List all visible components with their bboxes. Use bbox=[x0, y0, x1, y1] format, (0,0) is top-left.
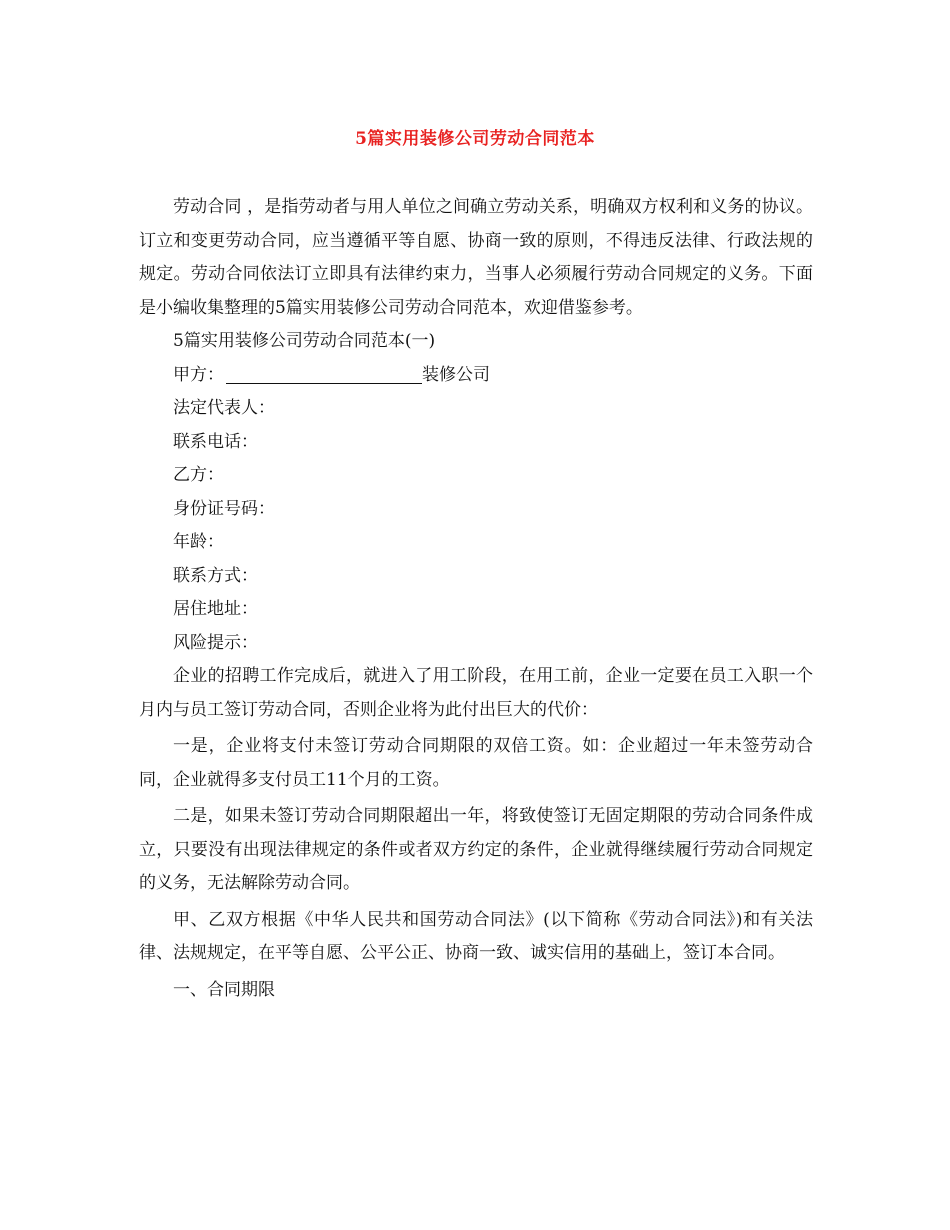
party-a-line bbox=[139, 359, 813, 393]
age-field: 年龄： bbox=[173, 532, 224, 552]
section-heading: 5篇实用装修公司劳动合同范本(一) bbox=[173, 331, 436, 351]
party-a-label: 甲方： bbox=[173, 364, 224, 385]
party-a-blank bbox=[226, 363, 422, 384]
party-a-suffix: 装修公司 bbox=[422, 364, 490, 385]
risk-point-2: 二是，如果未签订劳动合同期限超出一年，将致使签订无固定期限的劳动合同条件成立，只要没有出现法律规定的条件或者双方约定的条件，企业就得继续履行劳动合同规定的义务，无法解除劳动合同。 bbox=[139, 806, 813, 893]
party-b-field: 乙方： bbox=[173, 465, 224, 485]
clause-heading: 一、合同期限 bbox=[173, 979, 275, 1000]
id-number-field: 身份证号码： bbox=[173, 498, 275, 519]
phone-field: 联系电话： bbox=[173, 431, 258, 452]
risk-point-1: 一是，企业将支付未签订劳动合同期限的双倍工资。如：企业超过一年未签劳动合同，企业就得多支付员工11个月的工资。 bbox=[139, 736, 813, 790]
risk-paragraph: 企业的招聘工作完成后，就进入了用工阶段，在用工前，企业一定要在员工入职一个月内与员工签订劳动合同，否则企业将为此付出巨大的代价： bbox=[139, 666, 813, 720]
agreement-paragraph: 甲、乙双方根据《中华人民共和国劳动合同法》(以下简称《劳动合同法》)和有关法律、法规规定，在平等自愿、公平公正、协商一致、诚实信用的基础上，签订本合同。 bbox=[139, 909, 813, 963]
risk-label: 风险提示： bbox=[173, 632, 258, 653]
intro-paragraph: 劳动合同 ，是指劳动者与用人单位之间确立劳动关系，明确双方权利和义务的协议。订立和变更劳动合同，应当遵循平等自愿、协商一致的原则，不得违反法律、行政法规的规定。劳动合同依法订立即具有法律约束力，当事人必须履行劳动合同规定的义务。下面是小编收集整理的5篇实用装修公司劳动合同范本，欢迎借鉴参考。 bbox=[139, 197, 813, 318]
address-field: 居住地址： bbox=[173, 599, 258, 619]
document-body bbox=[139, 191, 813, 1007]
legal-representative-field: 法定代表人： bbox=[173, 398, 275, 418]
contact-field: 联系方式： bbox=[173, 565, 258, 586]
document-title: 5篇实用装修公司劳动合同范本 bbox=[355, 129, 595, 149]
